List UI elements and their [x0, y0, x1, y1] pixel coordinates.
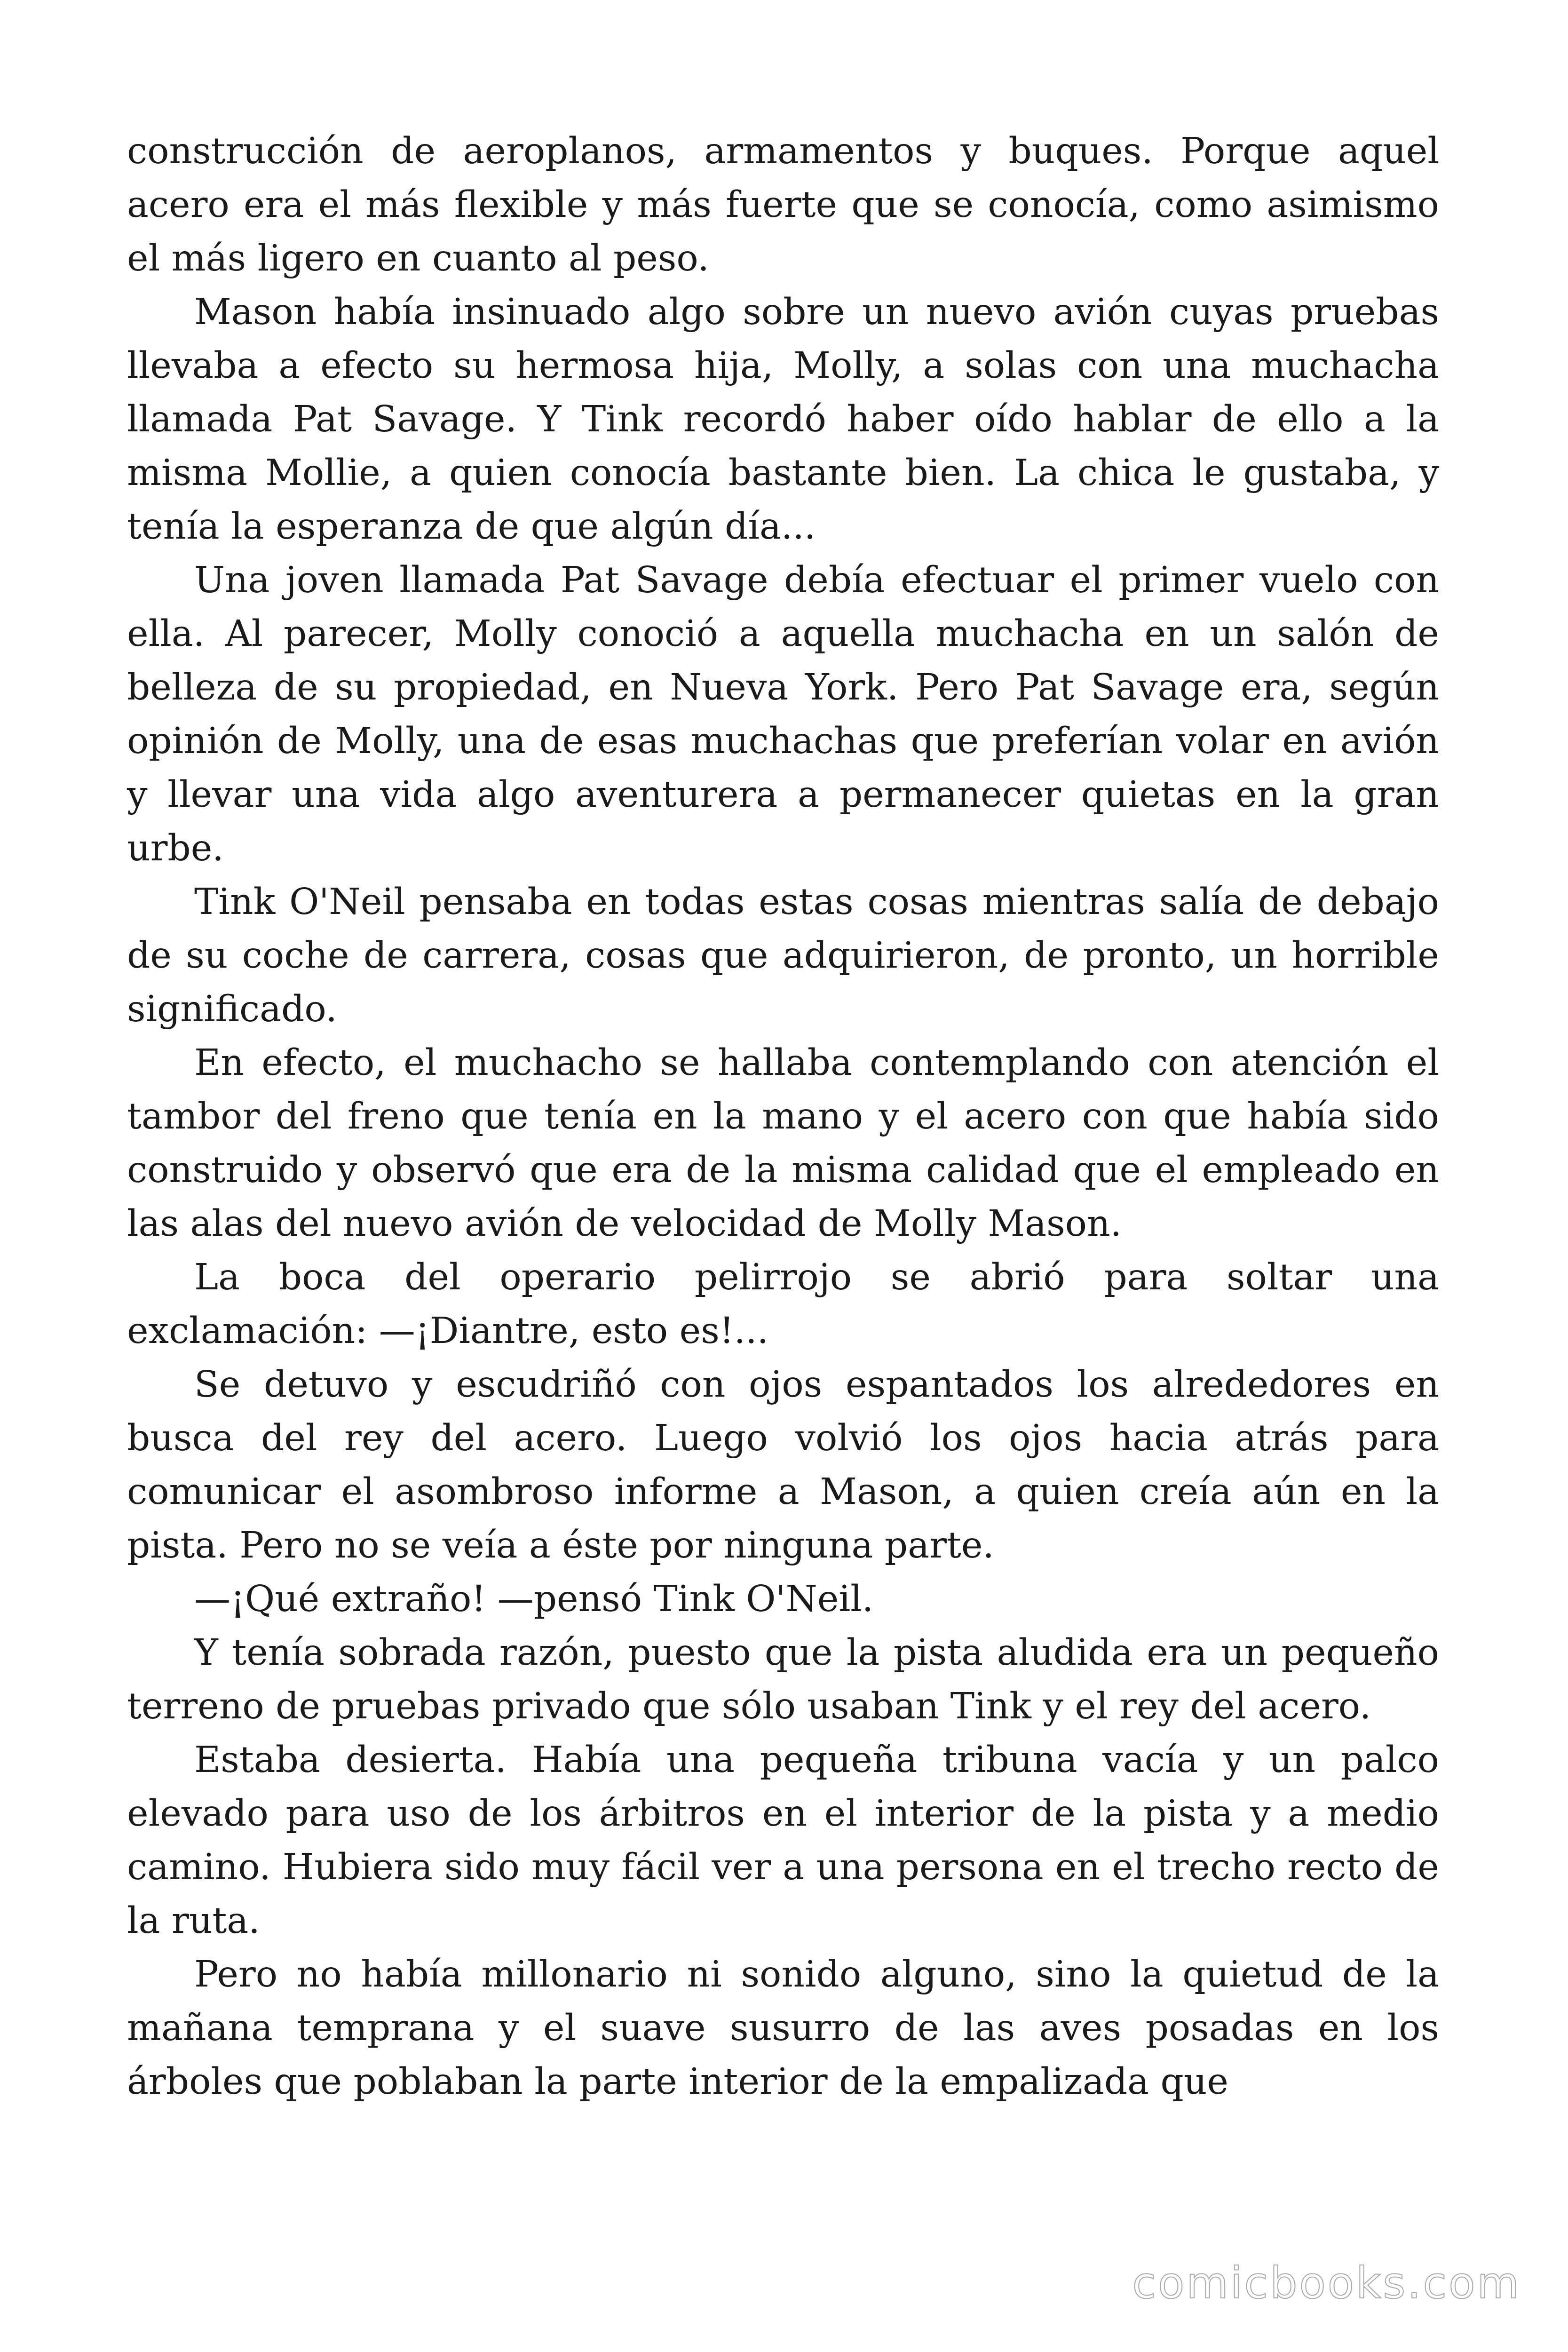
paragraph-9: Y tenía sobrada razón, puesto que la pista aludida era un pequeño terreno de pruebas privado que sólo usaban Tink y el rey del acero.	[127, 1632, 1439, 1727]
paragraph-10: Estaba desierta. Había una pequeña tribuna vacía y un palco elevado para uso de los árbitros en el interior de la pista y a medio camino. Hubiera sido muy fácil ver a una persona en el trecho recto de la ruta.	[127, 1739, 1439, 1942]
paragraph-5: En efecto, el muchacho se hallaba contemplando con atención el tambor del freno que tenía en la mano y el acero con que había sido construido y observó que era de la misma calidad que el empleado en las alas del nuevo avión de velocidad de Molly Mason.	[127, 1042, 1439, 1245]
paragraph-2: Mason había insinuado algo sobre un nuevo avión cuyas pruebas llevaba a efecto su hermosa hija, Molly, a solas con una muchacha llamada Pat Savage. Y Tink recordó haber oído hablar de ello a la misma Mollie, a quien conocía bastante bien. La chica le gustaba, y tenía la esperanza de que algún día...	[127, 291, 1439, 548]
watermark: comicbooks.com	[1132, 2258, 1521, 2308]
body-text	[127, 125, 1439, 2109]
paragraph-4: Tink O'Neil pensaba en todas estas cosas mientras salía de debajo de su coche de carrera, cosas que adquirieron, de pronto, un horrible significado.	[127, 881, 1439, 1030]
paragraph-11: Pero no había millonario ni sonido alguno, sino la quietud de la mañana temprana y el suave susurro de las aves posadas en los árboles que poblaban la parte interior de la empalizada que	[127, 1954, 1439, 2103]
paragraph-8: —¡Qué extraño! —pensó Tink O'Neil.	[194, 1578, 874, 1620]
paragraph-7: Se detuvo y escudriñó con ojos espantados los alrededores en busca del rey del acero. Luego volvió los ojos hacia atrás para comunicar el asombroso informe a Mason, a quien creía aún en la pista. Pero no se veía a éste por ninguna parte.	[127, 1364, 1439, 1566]
paragraph-3: Una joven llamada Pat Savage debía efectuar el primer vuelo con ella. Al parecer, Molly conoció a aquella muchacha en un salón de belleza de su propiedad, en Nueva York. Pero Pat Savage era, según opinión de Molly, una de esas muchachas que preferían volar en avión y llevar una vida algo aventurera a permanecer quietas en la gran urbe.	[127, 559, 1439, 869]
paragraph-1: construcción de aeroplanos, armamentos y buques. Porque aquel acero era el más flexible y más fuerte que se conocía, como asimismo el más ligero en cuanto al peso.	[127, 130, 1439, 279]
paragraph-6: La boca del operario pelirrojo se abrió para soltar una exclamación: —¡Diantre, esto es!...	[127, 1256, 1439, 1352]
